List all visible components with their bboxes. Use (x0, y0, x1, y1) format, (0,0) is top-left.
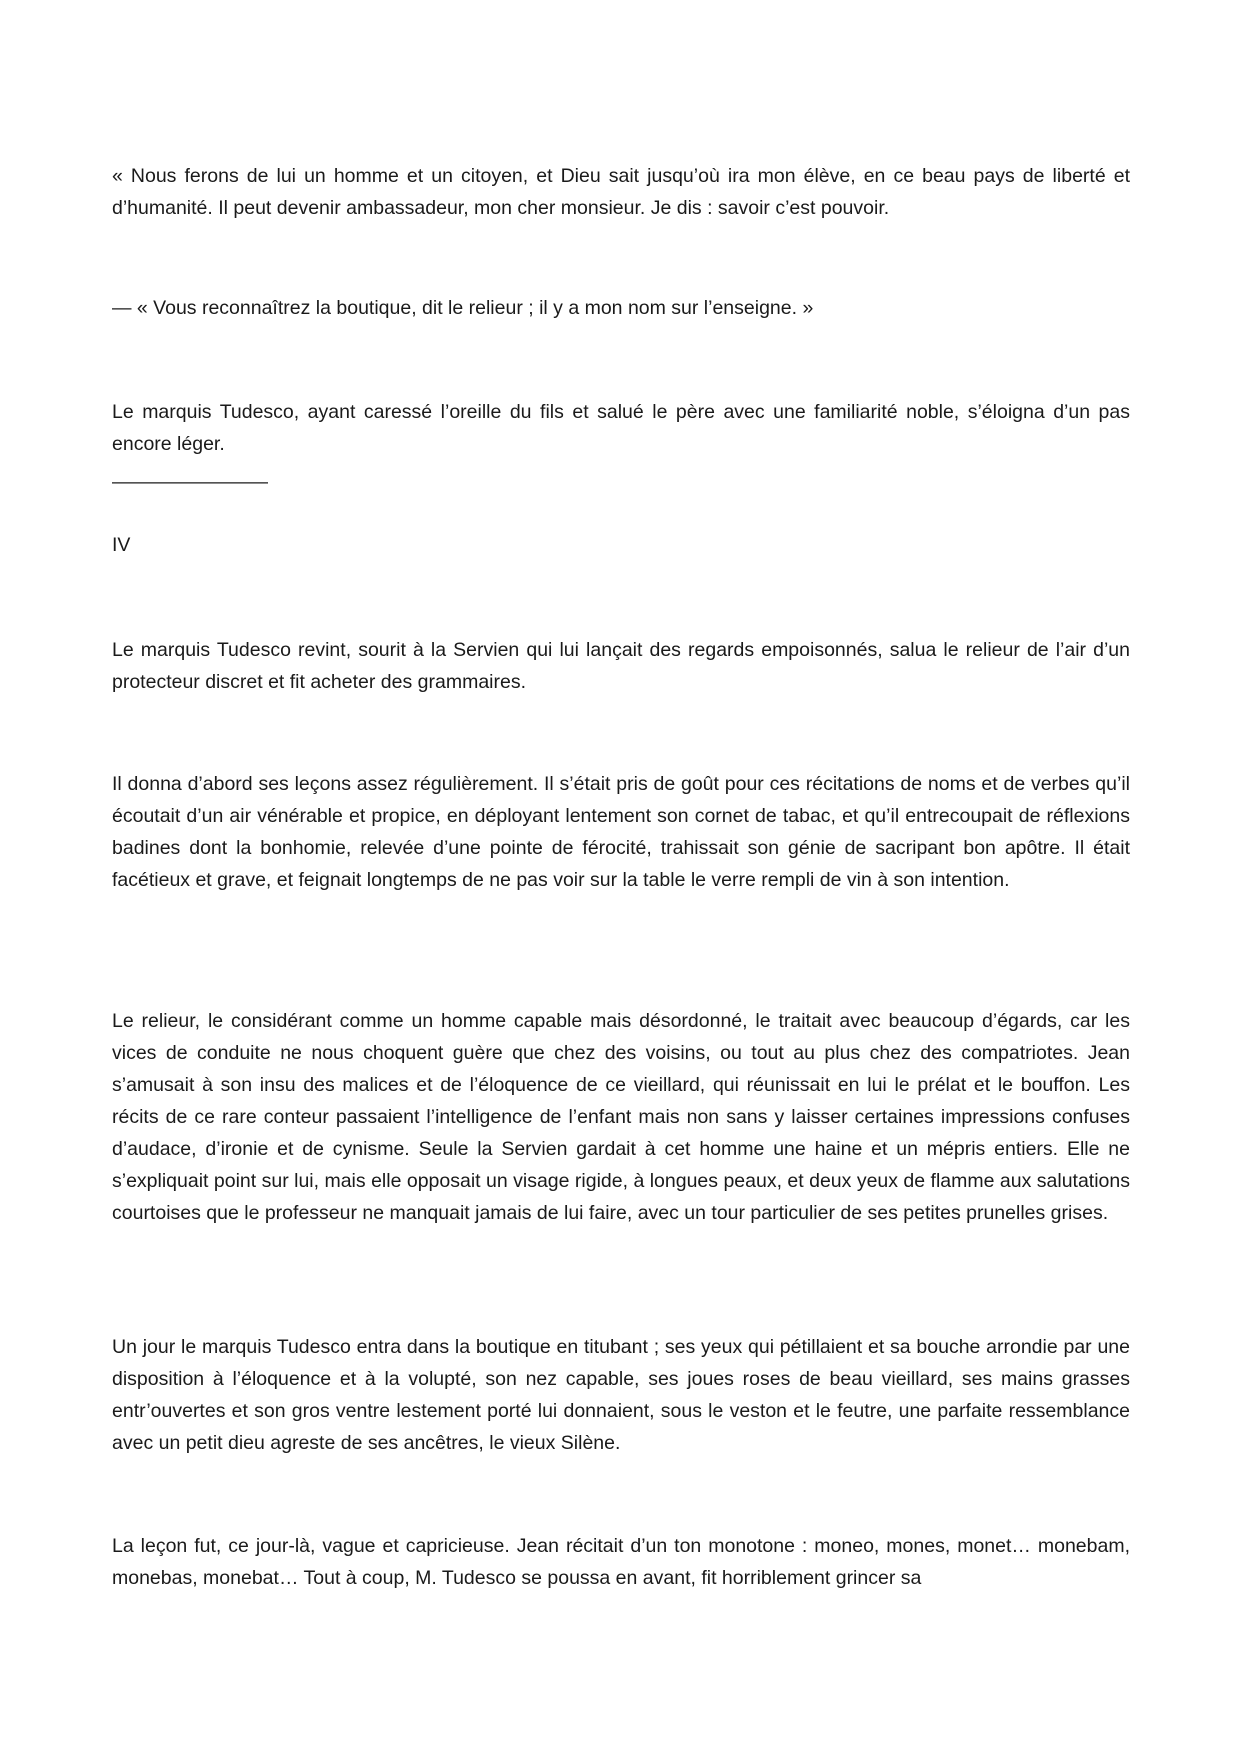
paragraph-1: « Nous ferons de lui un homme et un citoyen, et Dieu sait jusqu’où ira mon élève, en ce beau pays de liberté et d’humanité. Il peut devenir ambassadeur, mon cher monsieur. Je dis : savoir c’est pouvoir. (112, 165, 1130, 219)
paragraph-7: Un jour le marquis Tudesco entra dans la boutique en titubant ; ses yeux qui pétillaient et sa bouche arrondie par une disposition à l’éloquence et à la volupté, son nez capable, ses joues roses de beau vieillard, ses mains grasses entr’ouvertes et son gros ventre lestement porté lui donnaient, sous le veston et le feutre, une parfaite ressemblance avec un petit dieu agreste de ses ancêtres, le vieux Silène. (112, 1336, 1130, 1454)
paragraph-4: Le marquis Tudesco revint, sourit à la Servien qui lui lançait des regards empoisonnés, salua le relieur de l’air d’un protecteur discret et fit acheter des grammaires. (112, 639, 1130, 693)
paragraph-8: La leçon fut, ce jour-là, vague et capricieuse. Jean récitait d’un ton monotone : moneo, mones, monet… monebam, monebas, monebat… Tout à coup, M. Tudesco se poussa en avant, fit horriblement grincer sa (112, 1535, 1130, 1589)
section-separator: ———————— (112, 471, 268, 493)
paragraph-2: — « Vous reconnaîtrez la boutique, dit le relieur ; il y a mon nom sur l’enseigne. » (112, 297, 814, 319)
paragraph-5: Il donna d’abord ses leçons assez régulièrement. Il s’était pris de goût pour ces récitations de noms et de verbes qu’il écoutait d’un air vénérable et propice, en déployant lentement son cornet de tabac, et qu’il entrecoupait de réflexions badines dont la bonhomie, relevée d’une pointe de férocité, trahissait son génie de sacripant bon apôtre. Il était facétieux et grave, et feignait longtemps de ne pas voir sur la table le verre rempli de vin à son intention. (112, 773, 1130, 891)
paragraph-6: Le relieur, le considérant comme un homme capable mais désordonné, le traitait avec beaucoup d’égards, car les vices de conduite ne nous choquent guère que chez des voisins, ou tout au plus chez des compatriotes. Jean s’amusait à son insu des malices et de l’éloquence de ce vieillard, qui réunissait en lui le prélat et le bouffon. Les récits de ce rare conteur passaient l’intelligence de l’enfant mais non sans y laisser certaines impressions confuses d’audace, d’ironie et de cynisme. Seule la Servien gardait à cet homme une haine et un mépris entiers. Elle ne s’expliquait point sur lui, mais elle opposait un visage rigide, à longues peaux, et deux yeux de flamme aux salutations courtoises que le professeur ne manquait jamais de lui faire, avec un tour particulier de ses petites prunelles grises. (112, 1010, 1130, 1224)
paragraph-3: Le marquis Tudesco, ayant caressé l’oreille du fils et salué le père avec une familiarité noble, s’éloigna d’un pas encore léger. (112, 401, 1130, 455)
chapter-heading: IV (112, 534, 131, 556)
